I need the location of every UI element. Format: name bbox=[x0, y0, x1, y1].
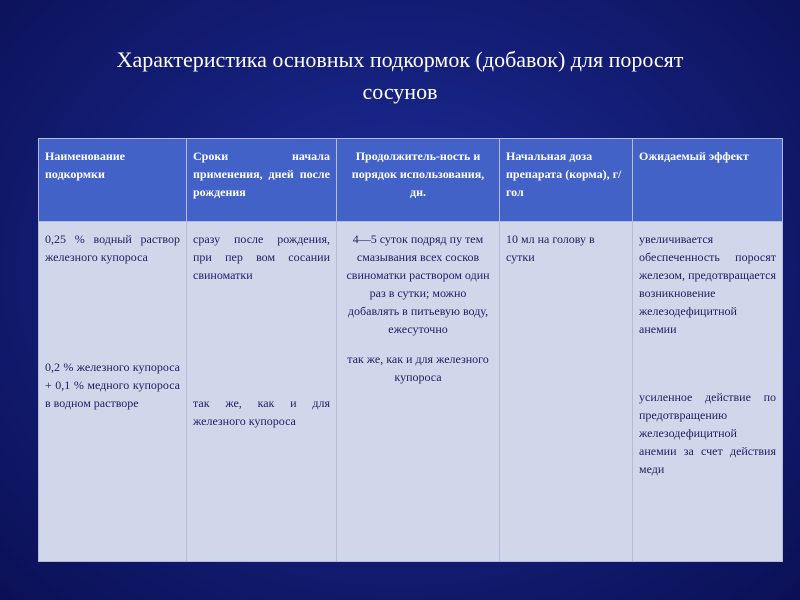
supplement-name-1: 0,25 % водный раствор железного купороса bbox=[45, 232, 180, 264]
effect-2: усиленное действие по предотвращению железодефицитной анемии за счет действия меди bbox=[639, 390, 776, 476]
duration-1: 4—5 суток подряд пу тем смазывания всех сосков свиноматки раствором один раз в сутки; можно добавлять в питьевую воду, ежесуточно bbox=[346, 232, 490, 336]
header-start-time: Сроки начала применения, дней после рождения bbox=[187, 139, 337, 222]
page-title bbox=[40, 44, 760, 108]
effect-1: увеличивается обеспеченность поросят железом, предотвращается возникновение железодефицитной анемии bbox=[639, 232, 776, 336]
page-title-line-2: сосунов bbox=[362, 79, 438, 104]
cell-effect bbox=[633, 222, 783, 562]
table-header-row bbox=[39, 139, 783, 222]
header-name: Наименование подкормки bbox=[39, 139, 187, 222]
supplement-name-2: 0,2 % железного купороса + 0,1 % медного купороса в водном растворе bbox=[45, 360, 180, 410]
feed-supplements-table bbox=[38, 138, 783, 562]
page-title-line-1: Характеристика основных подкормок (добавок) для поросят bbox=[116, 47, 684, 72]
start-time-1: сразу после рождения, при пер вом сосании свиноматки bbox=[193, 232, 330, 282]
header-dose: Начальная доза препарата (корма), г/гол bbox=[500, 139, 633, 222]
dose-1: 10 мл на голову в сутки bbox=[506, 232, 595, 264]
duration-2: так же, как и для железного купороса bbox=[347, 352, 489, 384]
start-time-2: так же, как и для железного купороса bbox=[193, 396, 330, 428]
cell-dose bbox=[500, 222, 633, 562]
header-duration: Продолжитель-ность и порядок использования, дн. bbox=[337, 139, 500, 222]
header-effect: Ожидаемый эффект bbox=[633, 139, 783, 222]
cell-name bbox=[39, 222, 187, 562]
cell-duration bbox=[337, 222, 500, 562]
cell-start-time bbox=[187, 222, 337, 562]
table-row bbox=[39, 222, 783, 562]
